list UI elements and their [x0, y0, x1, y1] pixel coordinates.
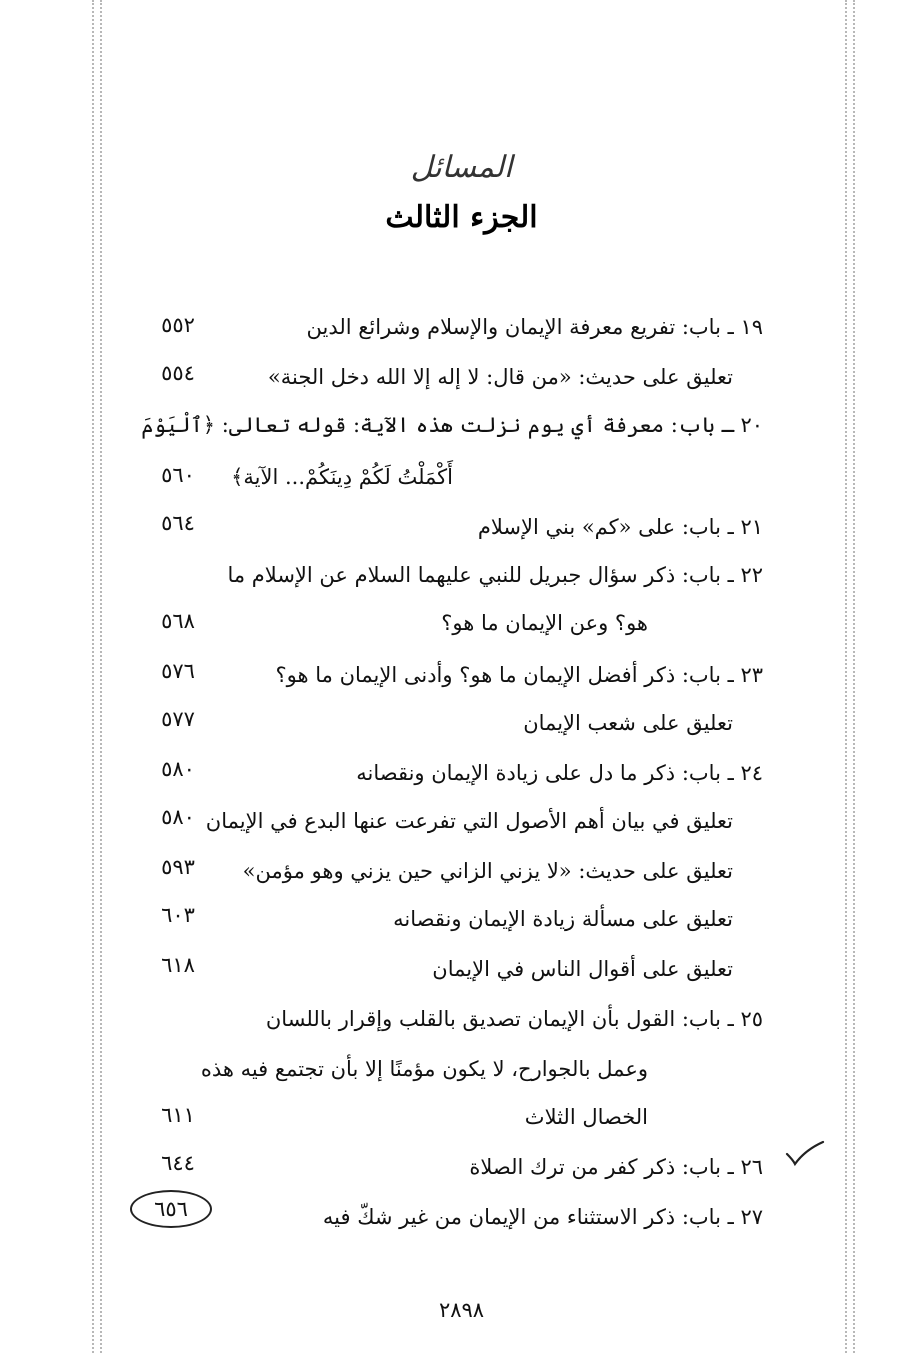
toc-entry-page: ٥٥٢	[161, 313, 195, 337]
toc-entry-text: ٢٣ ـ باب: ذكر أفضل الإيمان ما هو؟ وأدنى الإيمان ما هو؟	[275, 663, 763, 687]
toc-entry-text: تعليق على حديث: «من قال: لا إله إلا الله دخل الجنة»	[267, 365, 733, 389]
toc-entry-page: ٥٩٣	[161, 855, 195, 879]
toc-entry-text: الخصال الثلاث	[524, 1105, 648, 1129]
toc-entry-page: ٥٦٨	[161, 609, 195, 633]
toc-entry-text: ٢٦ ـ باب: ذكر كفر من ترك الصلاة	[469, 1155, 763, 1179]
toc-entry-page: ٦٠٣	[161, 903, 195, 927]
handwritten-checkmark-icon	[785, 1140, 825, 1170]
toc-entry-page: ٥٥٤	[161, 361, 195, 385]
toc-entry-text: ٢٧ ـ باب: ذكر الاستثناء من الإيمان من غير شكّ فيه	[322, 1205, 763, 1229]
toc-entry-text: ٢٤ ـ باب: ذكر ما دل على زيادة الإيمان ونقصانه	[356, 761, 763, 785]
toc-entry-text: هو؟ وعن الإيمان ما هو؟	[441, 611, 648, 635]
toc-entry-page: ٥٦٠	[161, 463, 195, 487]
handwritten-header: المسائل	[410, 150, 513, 185]
toc-entry-text: ٢٥ ـ باب: القول بأن الإيمان تصديق بالقلب وإقرار باللسان	[265, 1007, 763, 1031]
toc-entry-text: تعليق في بيان أهم الأصول التي تفرعت عنها البدع في الإيمان	[205, 809, 733, 833]
toc-entry-page: ٥٧٧	[161, 707, 195, 731]
page-footer-number: ٢٨٩٨	[438, 1298, 485, 1322]
toc-entry-text: ٢٢ ـ باب: ذكر سؤال جبريل للنبي عليهما السلام عن الإسلام ما	[227, 563, 763, 587]
toc-entry-page: ٥٨٠	[161, 805, 195, 829]
toc-entry-text: وعمل بالجوارح، لا يكون مؤمنًا إلا بأن تجتمع فيه هذه	[200, 1057, 648, 1081]
toc-entry-page: ٥٦٤	[161, 511, 195, 535]
part-title: الجزء الثالث	[385, 200, 538, 235]
toc-entry-text: ٢٠ ـ باب: معرفة أي يوم نزلت هذه الآية: قوله تعالى: ﴿ٱلْيَوْمَ	[141, 413, 763, 437]
toc-entry-text: تعليق على حديث: «لا يزني الزاني حين يزني وهو مؤمن»	[242, 859, 733, 883]
toc-entry-page: ٦٤٤	[161, 1151, 195, 1175]
toc-entry-page: ٦١٨	[161, 953, 195, 977]
toc-entry-page: ٥٧٦	[161, 659, 195, 683]
toc-entry-text: تعليق على أقوال الناس في الإيمان	[432, 957, 733, 981]
toc-entry-text: ١٩ ـ باب: تفريع معرفة الإيمان والإسلام وشرائع الدين	[306, 315, 763, 339]
toc-entry-text: تعليق على شعب الإيمان	[523, 711, 733, 735]
circled-page-number: ٦٥٦	[130, 1190, 212, 1228]
toc-entry-text: تعليق على مسألة زيادة الإيمان ونقصانه	[393, 907, 733, 931]
toc-entry-page: ٥٨٠	[161, 757, 195, 781]
toc-entry-text: ٢١ ـ باب: على «كم» بني الإسلام	[477, 515, 763, 539]
toc-entry-text: أَكْمَلْتُ لَكُمْ دِينَكُمْ... الآية﴾	[231, 465, 453, 489]
toc-entry-page: ٦١١	[161, 1103, 195, 1127]
